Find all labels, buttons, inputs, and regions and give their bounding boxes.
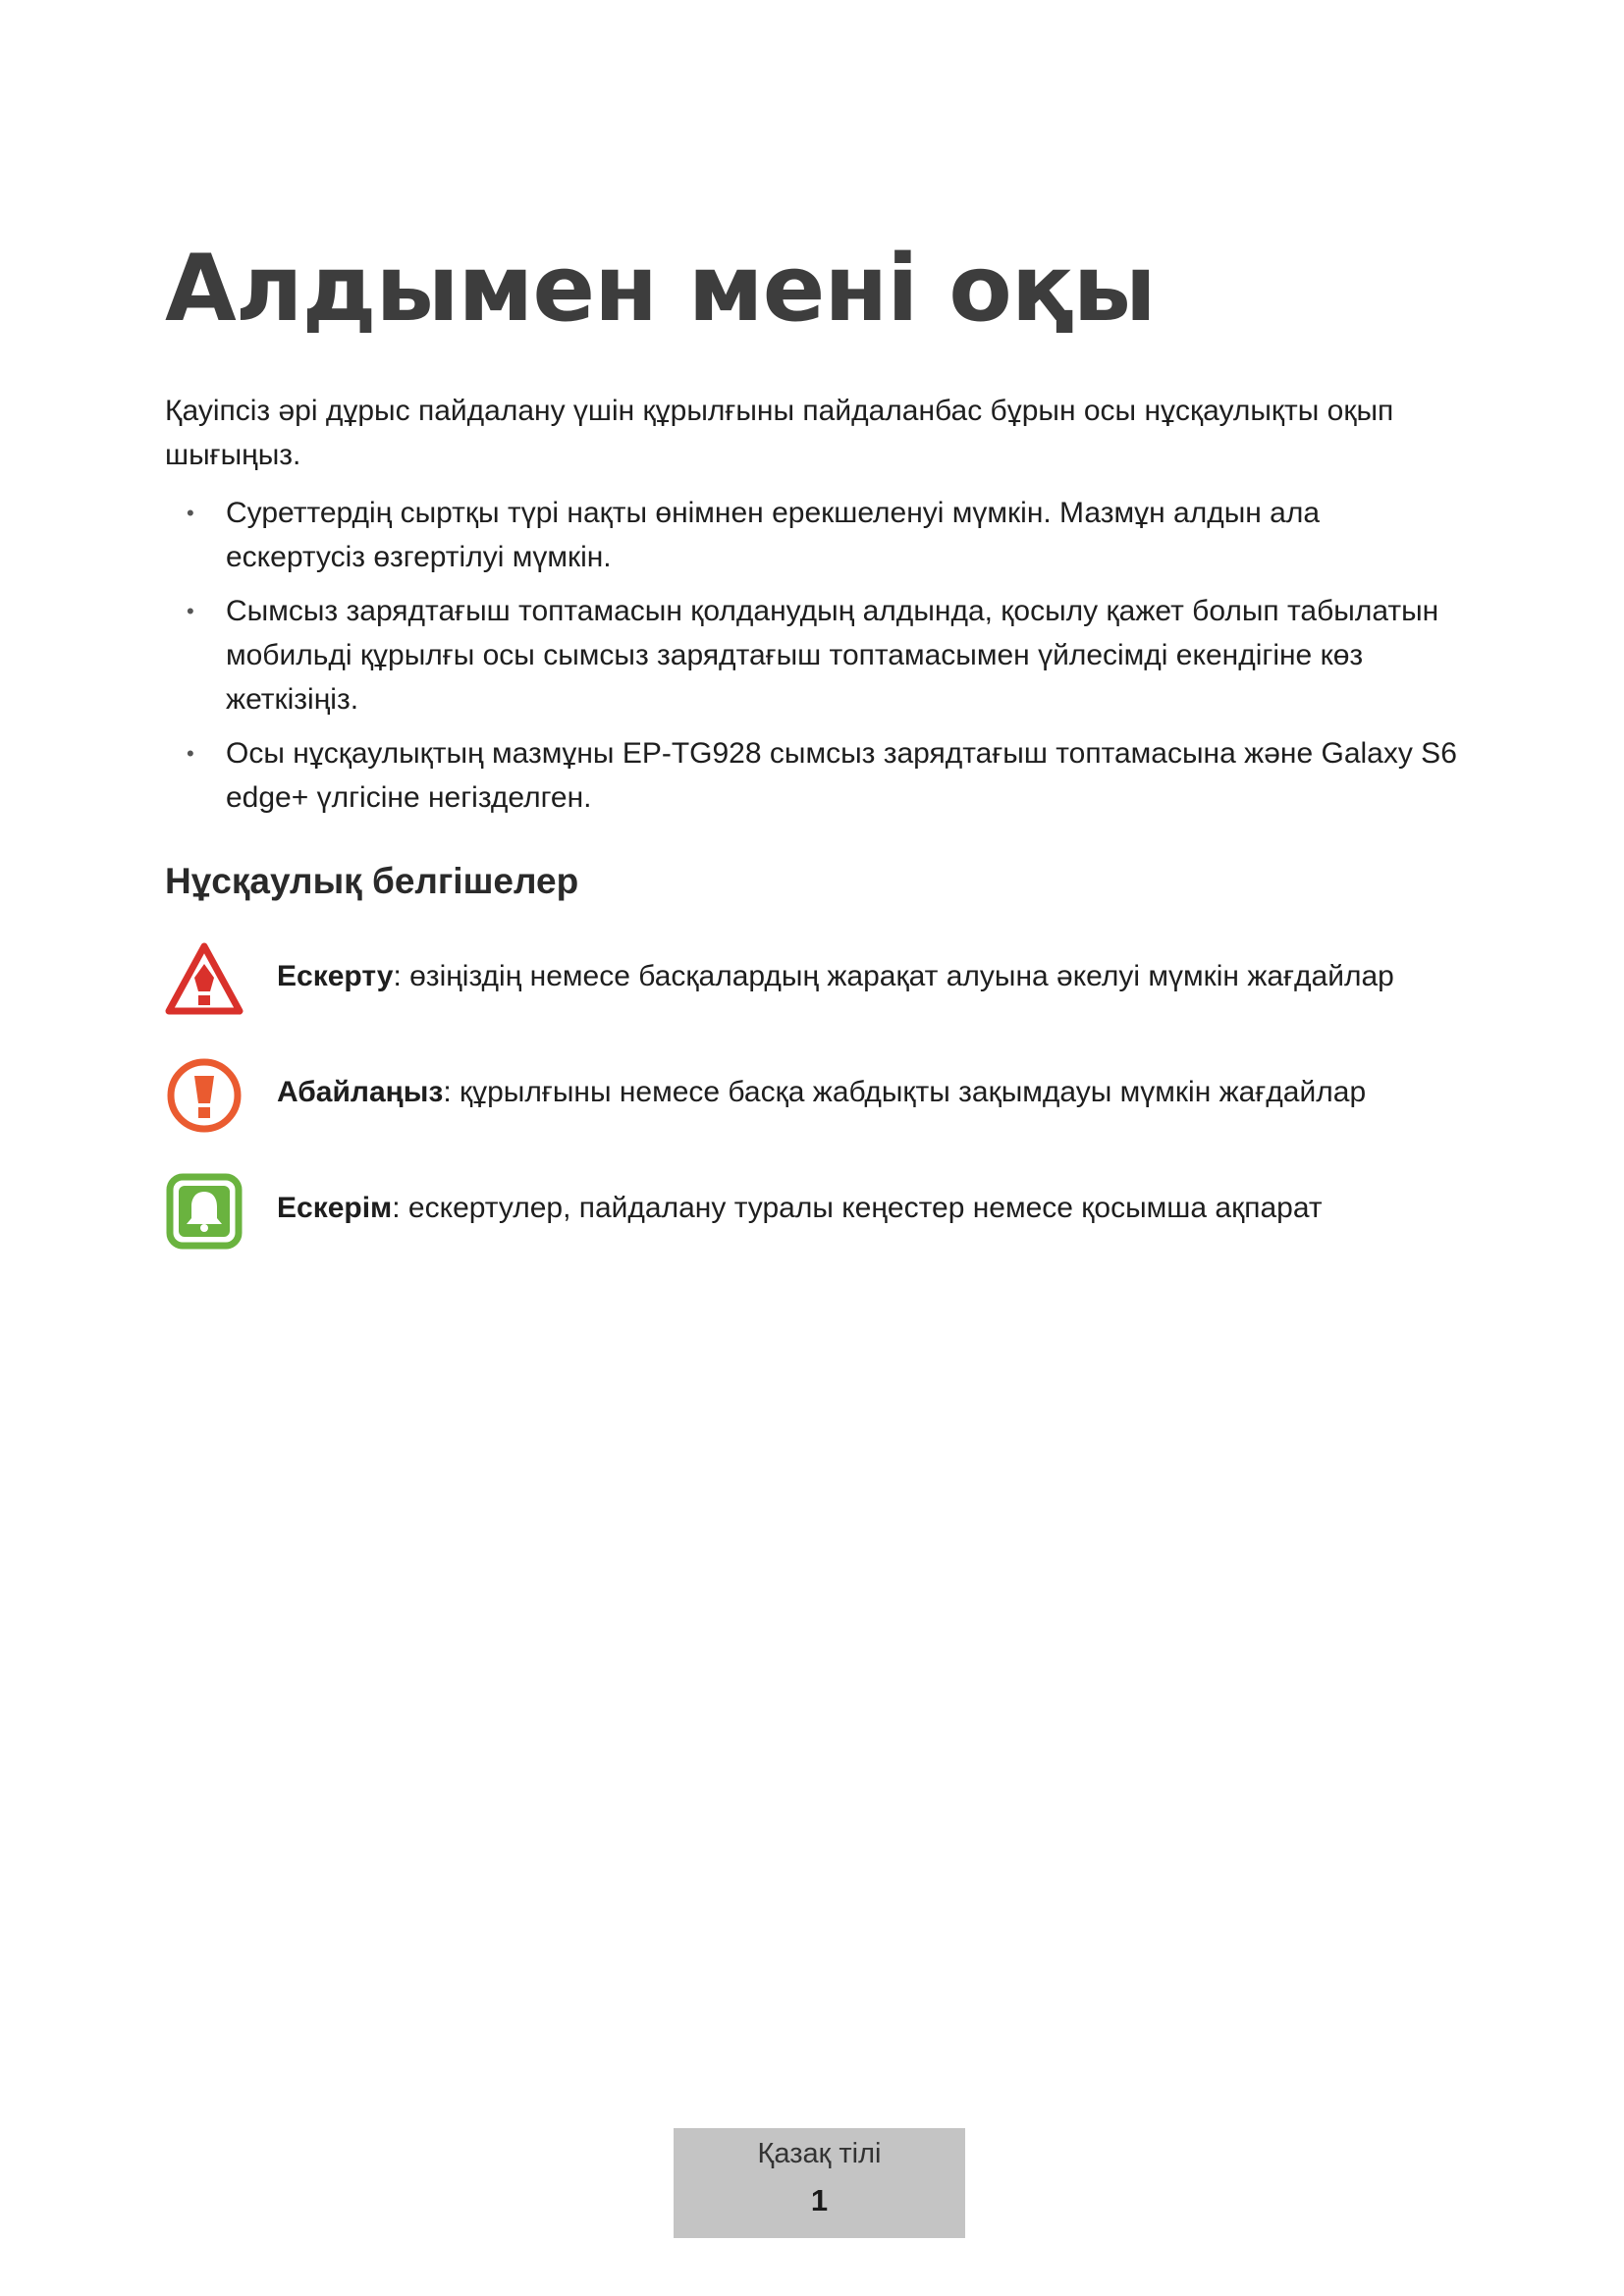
bullet-list [165, 491, 1461, 829]
bullet-item [165, 731, 1461, 820]
bullet-text: Суреттердің сыртқы түрі нақты өнімнен ерекшеленуі мүмкін. Мазмұн алдын ала ескертусіз өзгертілуі мүмкін. [226, 497, 1321, 573]
notice-warning [165, 940, 1461, 1019]
notice-caution [165, 1056, 1461, 1135]
notice-description: : құрылғыны немесе басқа жабдықты зақымдауы мүмкін жағдайлар [443, 1076, 1367, 1108]
intro-paragraph: Қауіпсіз әрі дұрыс пайдалану үшін құрылғыны пайдаланбас бұрын осы нұсқаулықты оқып шығыңыз. [165, 395, 1394, 471]
section-heading: Нұсқаулық белгішелер [165, 861, 579, 901]
notice-term: Ескерту [277, 960, 394, 992]
page-title: Алдымен мені оқы [165, 236, 1156, 343]
notice-note-text [277, 1186, 1323, 1230]
bullet-item [165, 491, 1461, 579]
notice-caution-text [277, 1070, 1366, 1114]
bullet-text: Сымсыз зарядтағыш топтамасын қолданудың алдында, қосылу қажет болып табылатын мобильді құрылғы осы сымсыз зарядтағыш топтамасымен үйлесімді екендігіне көз жеткізіңіз. [226, 595, 1439, 716]
bell-note-icon [165, 1172, 244, 1251]
bullet-item [165, 589, 1461, 721]
warning-triangle-icon [165, 940, 244, 1019]
notice-note [165, 1172, 1461, 1251]
bullet-text: Осы нұсқаулықтың мазмұны EP-TG928 сымсыз зарядтағыш топтамасына және Galaxy S6 edge+ үлгісіне негізделген. [226, 737, 1457, 814]
bullet-dot-icon: • [187, 741, 194, 766]
notice-term: Ескерім [277, 1192, 393, 1224]
caution-circle-icon [165, 1056, 244, 1135]
bullet-dot-icon: • [187, 599, 194, 623]
notice-warning-text [277, 954, 1394, 998]
notice-term: Абайлаңыз [277, 1076, 444, 1108]
page-number: 1 [810, 2183, 829, 2217]
notice-description: : өзіңіздің немесе басқалардың жарақат алуына әкелуі мүмкін жағдайлар [393, 960, 1394, 992]
footer-language: Қазақ тілі [757, 2138, 882, 2169]
page-footer [674, 2128, 965, 2238]
bullet-dot-icon: • [187, 501, 194, 525]
notice-description: : ескертулер, пайдалану туралы кеңестер немесе қосымша ақпарат [392, 1192, 1323, 1224]
